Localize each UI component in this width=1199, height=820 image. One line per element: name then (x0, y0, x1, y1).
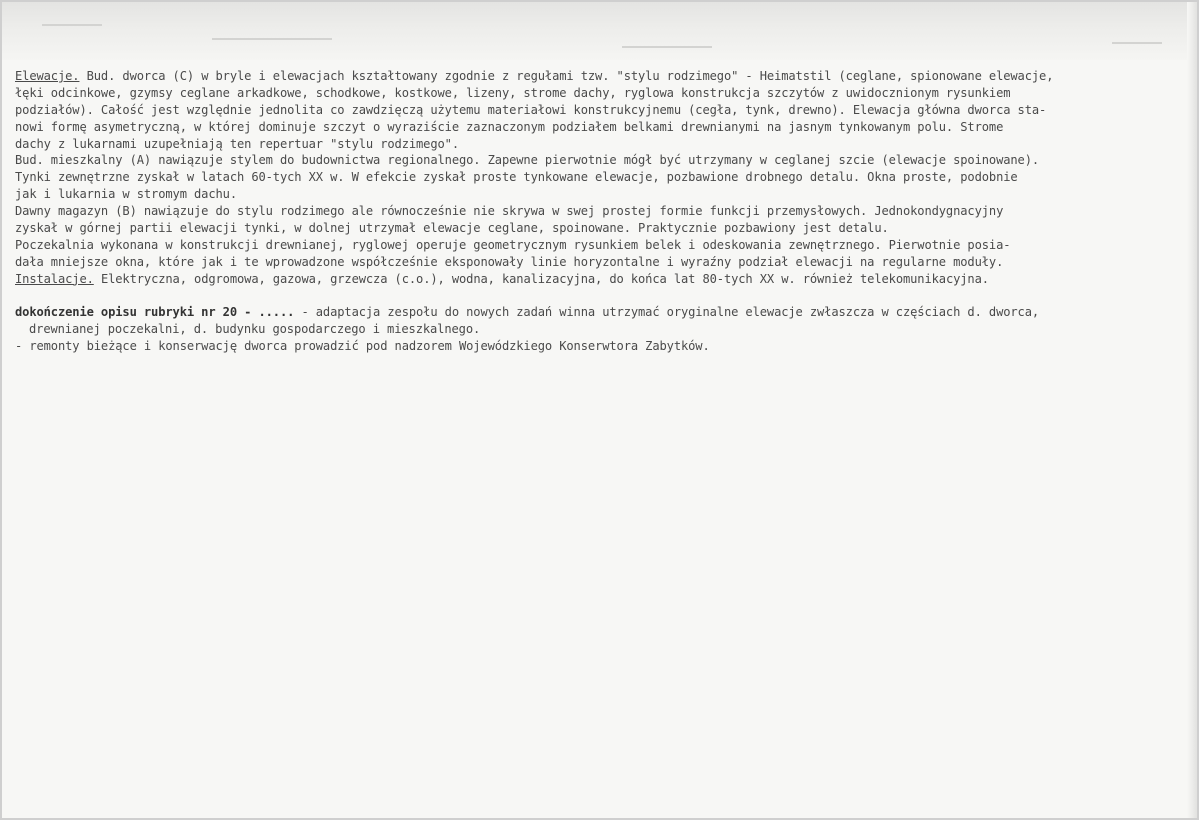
paragraph-gap (15, 288, 1191, 305)
elewacje-line-2: łęki odcinkowe, gzymsy ceglane arkadkowe, schodkowe, kostkowe, lizeny, strome dachy, ryglowa konstrukcja szczytów z uwidocznionym rysunkiem (15, 85, 1011, 100)
poczekalnia-line-1: Poczekalnia wykonana w konstrukcji drewnianej, ryglowej operuje geometrycznym rysunkiem belek i odeskowania zewnętrznego. Pierwotnie posia- (15, 237, 1011, 252)
magazyn-line-1: Dawny magazyn (B) nawiązuje do stylu rodzimego ale równocześnie nie skrywa w swej prostej formie funkcji przemysłowych. Jednokondygnacyjny (15, 204, 1004, 219)
dokonczenie-bullet: - remonty bieżące i konserwację dworca prowadzić pod nadzorem Wojewódzkiego Konserwtora Zabytków. (15, 339, 710, 354)
scan-smudge (622, 46, 712, 48)
elewacje-line-4: nowi formę asymetryczną, w której dominuje szczyt o wyraziście zaznaczonym podziałem belkami drewnianymi na jasnym tynkowanym polu. Strome (15, 119, 1004, 134)
elewacje-text: Bud. dworca (C) w bryle i elewacjach kształtowany zgodnie z regułami tzw. "stylu rodzimego" - Heimatstil (ceglane, spionowane elewacje, (79, 69, 1054, 83)
mieszkalny-line-1: Bud. mieszkalny (A) nawiązuje stylem do budownictwa regionalnego. Zapewne pierwotnie mógł być utrzymany w ceglanej szcie (elewacje spoinowane). (15, 153, 1040, 168)
dokonczenie-line-2: drewnianej poczekalni, d. budynku gospodarczego i mieszkalnego. (29, 322, 481, 337)
scan-smudge (212, 38, 332, 40)
elewacje-heading: Elewacje. (15, 69, 80, 83)
elewacje-line-1 (15, 68, 1191, 85)
magazyn-line-2: zyskał w górnej partii elewacji tynki, w dolnej utrzymał elewacje ceglane, spoinowane. Praktycznie pozbawiony jest detalu. (15, 221, 889, 236)
scan-smudge (1112, 42, 1162, 44)
document-body (15, 68, 1191, 355)
dokonczenie-heading: dokończenie opisu rubryki nr 20 - ..... (15, 305, 295, 320)
scan-top-shading (2, 2, 1199, 60)
dokonczenie-line-1 (15, 304, 1191, 321)
instalacje-text: Elektryczna, odgromowa, gazowa, grzewcza (c.o.), wodna, kanalizacyjna, do końca lat 80-tych XX w. również telekomunikacyjna. (93, 271, 989, 286)
scan-smudge (42, 24, 102, 26)
mieszkalny-line-2: Tynki zewnętrzne zyskał w latach 60-tych XX w. W efekcie zyskał proste tynkowane elewacje, pozbawione drobnego detalu. Okna proste, podobnie (15, 170, 1018, 185)
elewacje-line-5: dachy z lukarnami uzupełniają ten repertuar "stylu rodzimego". (15, 136, 459, 151)
elewacje-line-3: podziałów). Całość jest względnie jednolita co zawdzięczą użytemu materiałowi konstrukcyjnemu (cegła, tynk, drewno). Elewacja główna dworca sta- (15, 102, 1047, 117)
mieszkalny-line-3: jak i lukarnia w stromym dachu. (15, 187, 237, 202)
dokonczenie-text: - adaptacja zespołu do nowych zadań winna utrzymać oryginalne elewacje zwłaszcza w częściach d. dworca, (294, 305, 1040, 320)
poczekalnia-line-2: dała mniejsze okna, które jak i te wprowadzone współcześnie eksponowały linie horyzontalne i wyraźny podział elewacji na regularne moduły. (15, 254, 1004, 269)
instalacje-line (15, 271, 1191, 288)
instalacje-heading: Instalacje. (15, 271, 94, 286)
